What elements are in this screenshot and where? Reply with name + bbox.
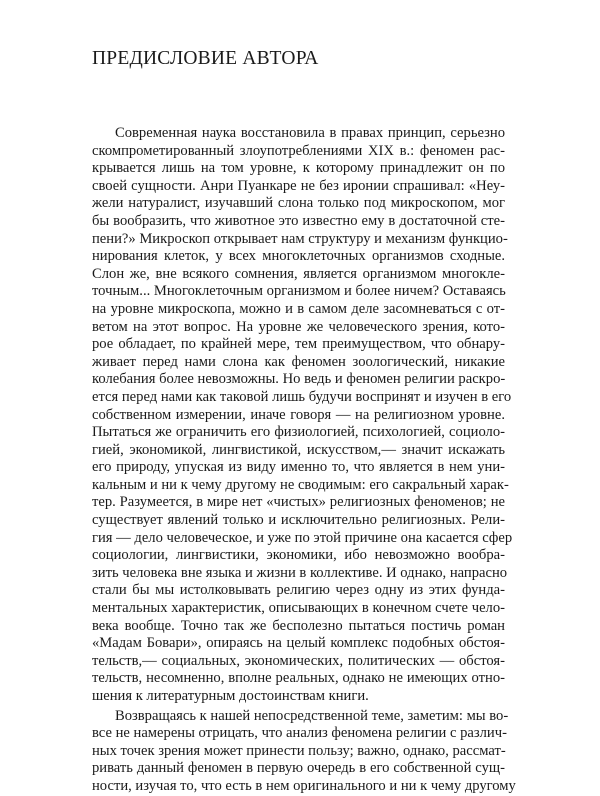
paragraph-2	[92, 707, 516, 796]
text-line: своей сущности. Анри Пуанкаре не без иронии спрашивал: «Неу-	[92, 177, 505, 194]
body-text	[92, 125, 516, 796]
text-line: ветом на этот вопрос. На уровне же человеческого зрения, кото-	[92, 318, 505, 335]
text-line: гией, экономикой, лингвистикой, искусством,— значит искажать	[92, 441, 505, 458]
text-line: существует явлений только и исключительно религиозных. Рели-	[92, 512, 505, 529]
paragraph-1	[92, 125, 513, 706]
text-line: Пытаться же ограничить его физиологией, психологией, социоло-	[92, 424, 505, 441]
text-line: стали бы мы истолковывать религию через одну из этих фунда-	[92, 582, 505, 599]
text-line: скомпрометированный злоупотреблениями XIX в.: феномен рас-	[92, 142, 505, 159]
text-line: собственном измерении, иначе говоря — на религиозном уровне.	[92, 406, 505, 423]
text-line: Современная наука восстановила в правах принцип, серьезно	[115, 125, 505, 141]
text-line: нирования клеток, у всех многоклеточных организмов сходные.	[92, 248, 505, 265]
text-line: гия — дело человеческое, и уже по этой причине она касается сфер	[92, 529, 513, 546]
text-line: рое обладает, по крайней мере, тем преимуществом, что обнару-	[92, 336, 505, 353]
text-line: ривать данный феномен в первую очередь в его собственной сущ-	[92, 760, 505, 777]
text-line: живает перед нами слона как феномен зоологический, никакие	[92, 353, 505, 370]
text-line: ментальных характеристик, описывающих в конечном счете чело-	[92, 600, 505, 617]
text-line: пени?» Микроскоп открывает нам структуру и механизм функцио-	[92, 230, 508, 247]
text-line: тельств, несомненно, вполне реальных, однако не имеющих отно-	[92, 670, 505, 687]
text-line: ется перед нами как таковой лишь будучи воспринят и изучен в его	[92, 388, 512, 405]
text-line: тельств,— социальных, экономических, политических — обстоя-	[92, 652, 505, 669]
text-line: социологии, лингвистики, экономики, ибо невозможно вообра-	[92, 547, 505, 564]
chapter-title: ПРЕДИСЛОВИЕ АВТОРА	[92, 48, 319, 69]
text-line: Возвращаясь к нашей непосредственной теме, заметим: мы во-	[115, 707, 509, 724]
text-line: тер. Разумеется, в мире нет «чистых» религиозных феноменов; не	[92, 494, 505, 511]
text-line: его природу, упуская из виду именно то, что является в нем уни-	[92, 459, 505, 476]
text-line: бы вообразить, что животное это известно ему в достаточной сте-	[92, 212, 505, 229]
text-line: все не намерены отрицать, что анализ феномена религии с различ-	[92, 725, 507, 742]
text-line: кальным и ни к чему другому не сводимым: его сакральный харак-	[92, 476, 509, 493]
text-line: шения к литературным достоинствам книги.	[92, 688, 369, 704]
text-line: колебания более невозможны. Но ведь и феномен религии раскро-	[92, 371, 506, 388]
text-line: точным... Многоклеточным организмом и более ничем? Оставаясь	[92, 283, 506, 300]
text-line: Слон же, вне всякого сомнения, является организмом многокле-	[92, 265, 505, 282]
text-line: жели натуралист, изучавший слона только под микроскопом, мог	[92, 195, 505, 212]
text-line: зить человека вне языка и жизни в коллективе. И однако, напрасно	[92, 564, 508, 581]
text-line: «Мадам Бовари», опираясь на целый комплекс подобных обстоя-	[92, 635, 505, 652]
text-line: века вообще. Точно так же бесполезно пытаться постичь роман	[92, 617, 505, 634]
text-line: крывается лишь на том уровне, к которому принадлежит он по	[92, 160, 505, 177]
text-line: ных точек зрения может принести пользу; важно, однако, рассмат-	[92, 742, 506, 759]
text-line: на уровне микроскопа, можно и в самом деле засомневаться с от-	[92, 300, 505, 317]
text-line: ности, изучая то, что есть в нем оригинального и ни к чему другому	[92, 777, 516, 794]
